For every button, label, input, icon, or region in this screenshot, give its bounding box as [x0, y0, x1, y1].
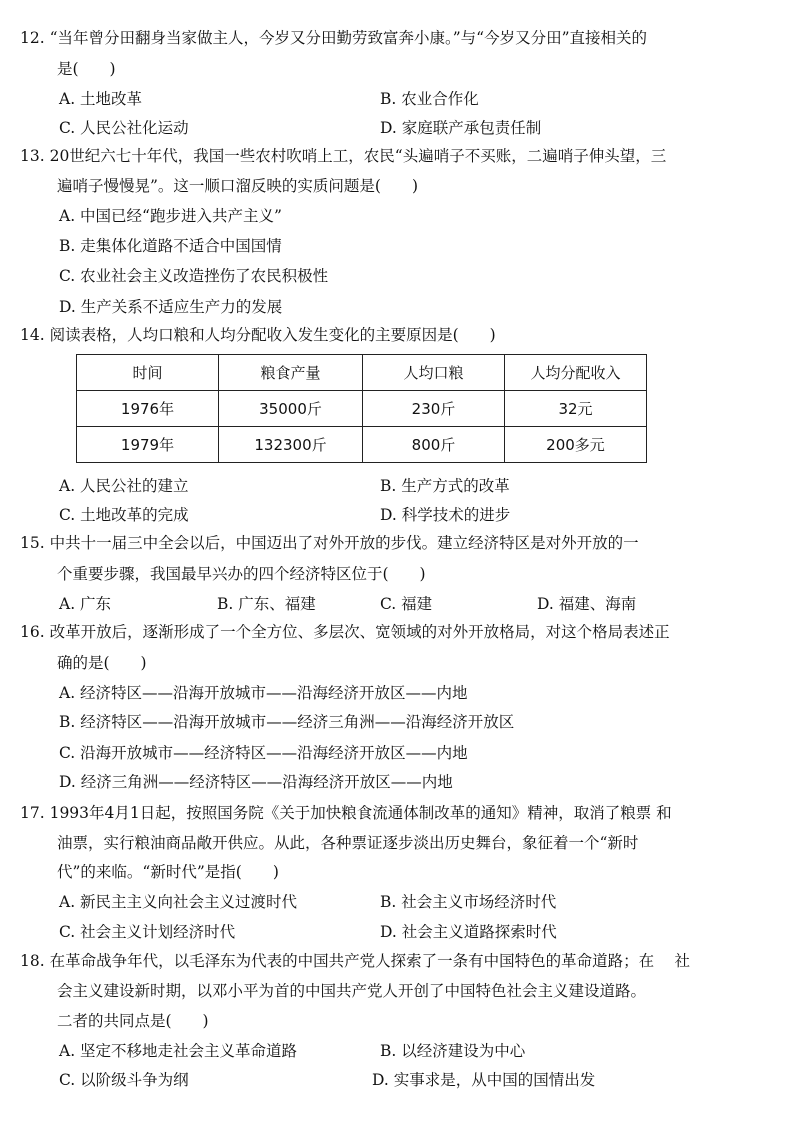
question-15-option-a: A. 广东 — [59, 595, 112, 613]
table-row — [77, 391, 647, 427]
question-13-option-d: D. 生产关系不适应生产力的发展 — [59, 298, 283, 316]
question-17-option-d: D. 社会主义道路探索时代 — [380, 923, 557, 941]
grain-income-table — [76, 354, 647, 463]
question-15-option-d: D. 福建、海南 — [537, 595, 637, 613]
question-17-stem-line-3: 代”的来临。“新时代”是指( ) — [57, 863, 279, 881]
question-18-stem-line-2: 会主义建设新时期，以邓小平为首的中国共产党人开创了中国特色社会主义建设道路。 — [57, 982, 647, 1000]
question-17-option-c: C. 社会主义计划经济时代 — [59, 923, 236, 941]
question-12-option-c: C. 人民公社化运动 — [59, 119, 189, 137]
question-13-stem-line-1: 13. 20世纪六七十年代，我国一些农村吹哨上工，农民“头遍哨子不买账，二遍哨子伸头望，三 — [20, 147, 667, 165]
question-12-stem-line-1: 12. “当年曾分田翻身当家做主人，今岁又分田勤劳致富奔小康。”与“今岁又分田”直接相关的 — [20, 29, 648, 47]
question-15-option-c: C. 福建 — [380, 595, 433, 613]
question-13-option-b: B. 走集体化道路不适合中国国情 — [59, 237, 282, 255]
question-12-option-b: B. 农业合作化 — [380, 90, 479, 108]
question-18-option-d: D. 实事求是，从中国的国情出发 — [372, 1071, 596, 1089]
table-header-cell: 时间 — [77, 355, 219, 391]
question-14-option-b: B. 生产方式的改革 — [380, 477, 510, 495]
question-18-stem-line-3: 二者的共同点是( ) — [57, 1012, 209, 1030]
question-14-option-a: A. 人民公社的建立 — [59, 477, 189, 495]
question-17-stem-line-2: 油票，实行粮油商品敞开供应。从此，各种票证逐步淡出历史舞台，象征着一个“新时 — [57, 834, 639, 852]
question-17-option-a: A. 新民主主义向社会主义过渡时代 — [59, 893, 298, 911]
question-13-option-a: A. 中国已经“跑步进入共产主义” — [59, 207, 282, 225]
table-header-row — [77, 355, 647, 391]
table-cell: 32元 — [505, 391, 647, 427]
table-cell: 132300斤 — [219, 427, 363, 463]
question-13-stem-line-2: 遍哨子慢慢晃”。这一顺口溜反映的实质问题是( ) — [57, 177, 419, 195]
question-18-option-a: A. 坚定不移地走社会主义革命道路 — [59, 1042, 298, 1060]
table-row — [77, 427, 647, 463]
question-18-stem-line-1: 18. 在革命战争年代，以毛泽东为代表的中国共产党人探索了一条有中国特色的革命道路；在 社 — [20, 952, 691, 970]
table-cell: 800斤 — [363, 427, 505, 463]
question-13-option-c: C. 农业社会主义改造挫伤了农民积极性 — [59, 267, 329, 285]
question-15-stem-line-2: 个重要步骤，我国最早兴办的四个经济特区位于( ) — [57, 565, 426, 583]
table-cell: 35000斤 — [219, 391, 363, 427]
table-header-cell: 人均口粮 — [363, 355, 505, 391]
question-12-option-a: A. 土地改革 — [59, 90, 143, 108]
question-16-option-a: A. 经济特区——沿海开放城市——沿海经济开放区——内地 — [59, 684, 468, 702]
question-12-stem-line-2: 是( ) — [57, 60, 116, 78]
question-12-option-d: D. 家庭联产承包责任制 — [380, 119, 542, 137]
question-16-stem-line-1: 16. 改革开放后，逐渐形成了一个全方位、多层次、宽领域的对外开放格局，对这个格局表述正 — [20, 623, 670, 641]
question-14-option-d: D. 科学技术的进步 — [380, 506, 511, 524]
question-18-option-b: B. 以经济建设为中心 — [380, 1042, 526, 1060]
question-17-stem-line-1: 17. 1993年4月1日起，按照国务院《关于加快粮食流通体制改革的通知》精神，取消了粮票 和 — [20, 804, 672, 822]
question-16-option-c: C. 沿海开放城市——经济特区——沿海经济开放区——内地 — [59, 744, 468, 762]
question-16-option-b: B. 经济特区——沿海开放城市——经济三角洲——沿海经济开放区 — [59, 713, 515, 731]
question-17-option-b: B. 社会主义市场经济时代 — [380, 893, 557, 911]
question-16-option-d: D. 经济三角洲——经济特区——沿海经济开放区——内地 — [59, 773, 453, 791]
question-16-stem-line-2: 确的是( ) — [57, 654, 147, 672]
question-14-stem-line-1: 14. 阅读表格，人均口粮和人均分配收入发生变化的主要原因是( ) — [20, 326, 496, 344]
question-18-option-c: C. 以阶级斗争为纲 — [59, 1071, 189, 1089]
table-cell: 1979年 — [77, 427, 219, 463]
table-cell: 1976年 — [77, 391, 219, 427]
table-header-cell: 粮食产量 — [219, 355, 363, 391]
question-15-stem-line-1: 15. 中共十一届三中全会以后，中国迈出了对外开放的步伐。建立经济特区是对外开放的一 — [20, 534, 639, 552]
question-14-option-c: C. 土地改革的完成 — [59, 506, 189, 524]
table-cell: 200多元 — [505, 427, 647, 463]
question-15-option-b: B. 广东、福建 — [217, 595, 316, 613]
table-header-cell: 人均分配收入 — [505, 355, 647, 391]
table-cell: 230斤 — [363, 391, 505, 427]
